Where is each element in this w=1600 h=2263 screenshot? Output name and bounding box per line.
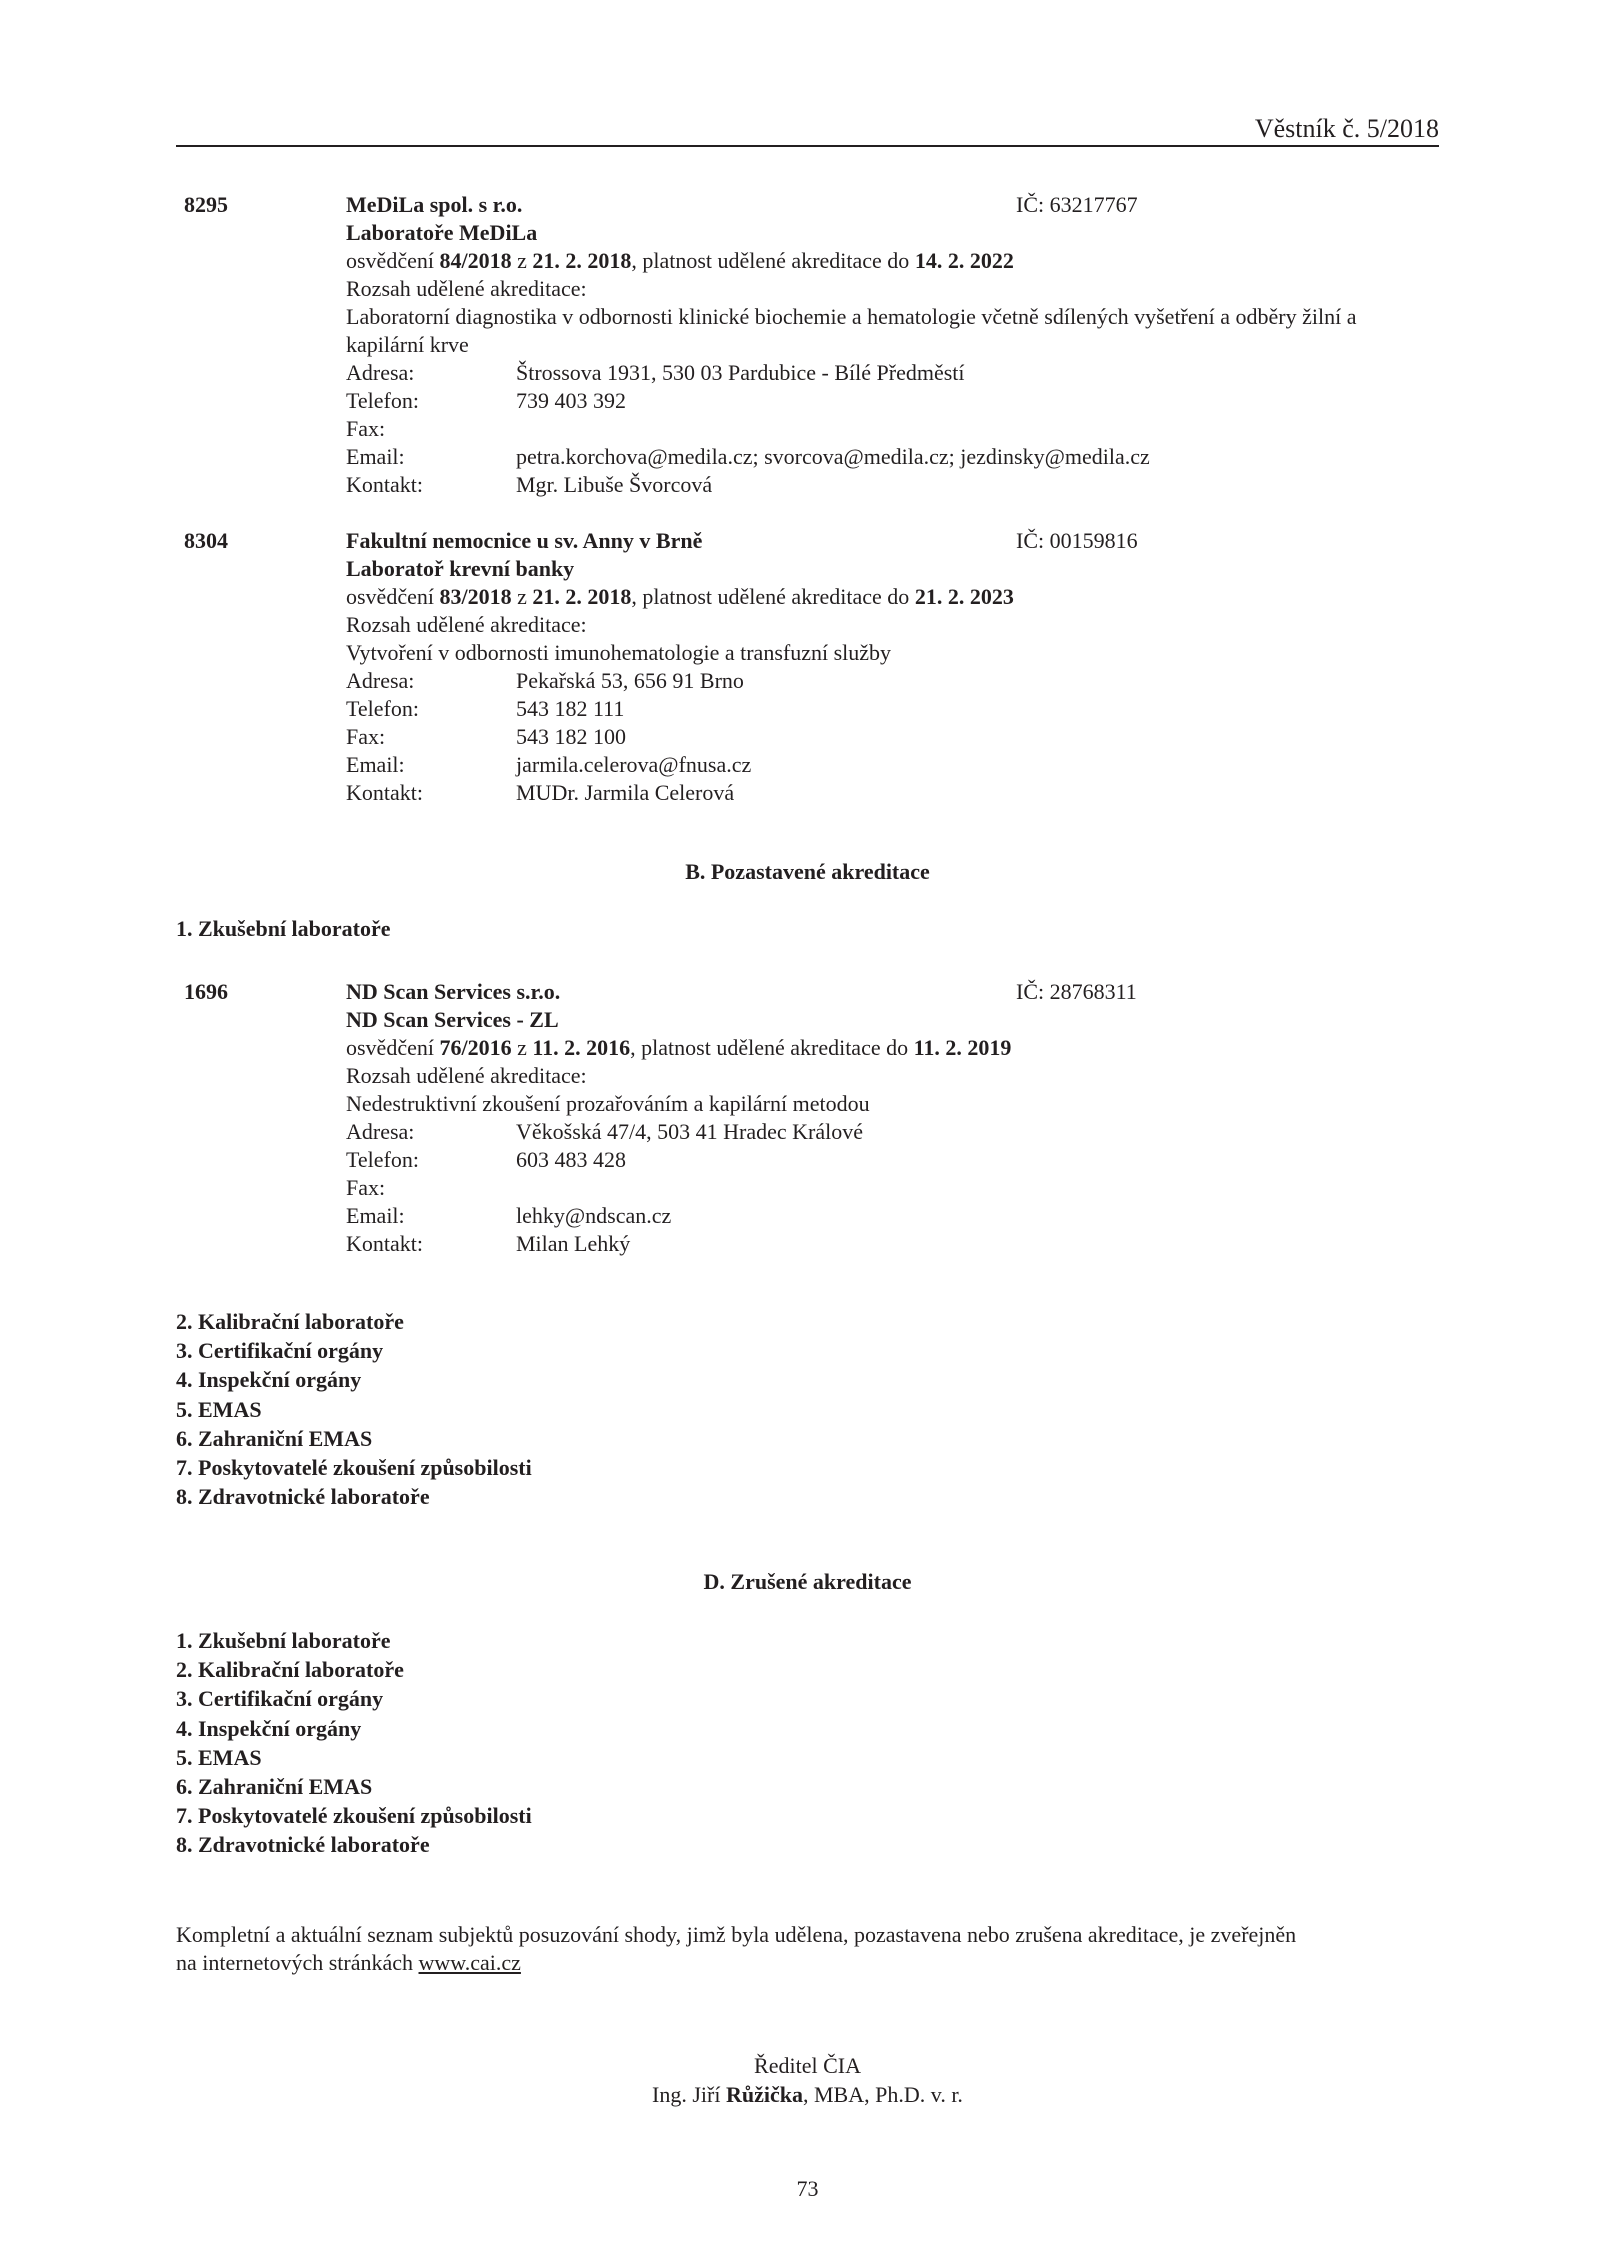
entry-phone-row: Telefon: 739 403 392	[346, 388, 626, 413]
entry-scope-label: Rozsah udělené akreditace:	[346, 612, 587, 637]
entry-lab-name: Laboratoře MeDiLa	[346, 220, 538, 245]
list-item: 5. EMAS	[176, 1744, 262, 1770]
entry-fax-row: Fax:	[346, 1175, 386, 1200]
footer-note-line-1: Kompletní a aktuální seznam subjektů posuzování shody, jimž byla udělena, pozastavena nebo zrušena akreditace, je zveřejněn	[176, 1922, 1297, 1947]
entry-contact-row: Kontakt: Mgr. Libuše Švorcová	[346, 472, 713, 497]
list-item: 1. Zkušební laboratoře	[176, 1628, 391, 1653]
list-item: 3. Certifikační orgány	[176, 1686, 384, 1712]
entry-fax-row: Fax:	[346, 416, 386, 441]
entry-email-row: Email: jarmila.celerova@fnusa.cz	[346, 752, 752, 777]
entry-ic: IČ: 00159816	[1016, 528, 1138, 553]
entry-address-row: Adresa: Štrossova 1931, 530 03 Pardubice - Bílé Předměstí	[346, 360, 965, 385]
section-b-other-categories	[176, 1308, 532, 1512]
entry-number: 1696	[184, 979, 228, 1004]
entry-contact-row: Kontakt: Milan Lehký	[346, 1231, 631, 1256]
entry-phone-row: Telefon: 603 483 428	[346, 1147, 626, 1172]
footer-note	[176, 1921, 1439, 1977]
list-item: 8. Zdravotnické laboratoře	[176, 1484, 430, 1510]
entry-ic: IČ: 28768311	[1016, 979, 1137, 1004]
entry-email-row: Email: lehky@ndscan.cz	[346, 1203, 672, 1228]
list-item: 4. Inspekční orgány	[176, 1715, 362, 1741]
list-item: 3. Certifikační orgány	[176, 1338, 384, 1364]
page-number: 73	[796, 2176, 819, 2201]
entry-email-row: Email: petra.korchova@medila.cz; svorcova@medila.cz; jezdinsky@medila.cz	[346, 444, 1150, 469]
list-item: 2. Kalibrační laboratoře	[176, 1657, 404, 1683]
cai-website-link[interactable]: www.cai.cz	[418, 1950, 521, 1975]
list-item: 6. Zahraniční EMAS	[176, 1773, 373, 1799]
entry-scope: Laboratorní diagnostika v odbornosti klinické biochemie a hematologie včetně sdílených vyšetření a odběry žilní a kapilární krve	[346, 304, 1357, 357]
entry-scope-label: Rozsah udělené akreditace:	[346, 1063, 587, 1088]
list-item: 4. Inspekční orgány	[176, 1367, 362, 1393]
entry-scope: Nedestruktivní zkoušení prozařováním a kapilární metodou	[346, 1091, 870, 1116]
list-item: 7. Poskytovatelé zkoušení způsobilosti	[176, 1803, 532, 1829]
entry-address-row: Adresa: Věkošská 47/4, 503 41 Hradec Králové	[346, 1119, 864, 1144]
entry-company-name: ND Scan Services s.r.o.	[346, 979, 561, 1004]
entry-company-name: Fakultní nemocnice u sv. Anny v Brně	[346, 528, 703, 553]
entry-company-name: MeDiLa spol. s r.o.	[346, 192, 523, 217]
entry-address-row: Adresa: Pekařská 53, 656 91 Brno	[346, 668, 744, 693]
footer-note-line-2: na internetových stránkách www.cai.cz	[176, 1950, 521, 1975]
list-item: 6. Zahraniční EMAS	[176, 1425, 373, 1451]
entry-lab-name: ND Scan Services - ZL	[346, 1007, 559, 1032]
list-item: 5. EMAS	[176, 1396, 262, 1422]
entry-contact-row: Kontakt: MUDr. Jarmila Celerová	[346, 780, 735, 805]
entry-lab-name: Laboratoř krevní banky	[346, 556, 575, 581]
section-d-title: D. Zrušené akreditace	[703, 1569, 912, 1594]
section-b-title: B. Pozastavené akreditace	[685, 859, 930, 884]
entry-number: 8304	[184, 528, 228, 553]
running-header-title: Věstník č. 5/2018	[1254, 114, 1439, 143]
list-item: 8. Zdravotnické laboratoře	[176, 1832, 430, 1858]
section-b-subtitle: 1. Zkušební laboratoře	[176, 916, 391, 941]
signature-role: Ředitel ČIA	[754, 2053, 861, 2078]
entry-fax-row: Fax: 543 182 100	[346, 724, 626, 749]
entry-scope-label: Rozsah udělené akreditace:	[346, 276, 587, 301]
entry-ic: IČ: 63217767	[1016, 192, 1138, 217]
signature-name: Ing. Jiří Růžička, MBA, Ph.D. v. r.	[652, 2082, 963, 2107]
entry-phone-row: Telefon: 543 182 111	[346, 696, 625, 721]
entry-certificate: osvědčení 76/2016 z 11. 2. 2016, platnost udělené akreditace do 11. 2. 2019	[346, 1035, 1012, 1060]
section-d-categories	[176, 1627, 532, 1861]
header-rule	[176, 145, 1439, 147]
entry-certificate: osvědčení 83/2018 z 21. 2. 2018, platnost udělené akreditace do 21. 2. 2023	[346, 584, 1014, 609]
entry-scope: Vytvoření v odbornosti imunohematologie a transfuzní služby	[346, 640, 892, 665]
entry-certificate: osvědčení 84/2018 z 21. 2. 2018, platnost udělené akreditace do 14. 2. 2022	[346, 248, 1014, 273]
list-item: 7. Poskytovatelé zkoušení způsobilosti	[176, 1454, 532, 1480]
entry-number: 8295	[184, 192, 228, 217]
list-item: 2. Kalibrační laboratoře	[176, 1309, 404, 1334]
